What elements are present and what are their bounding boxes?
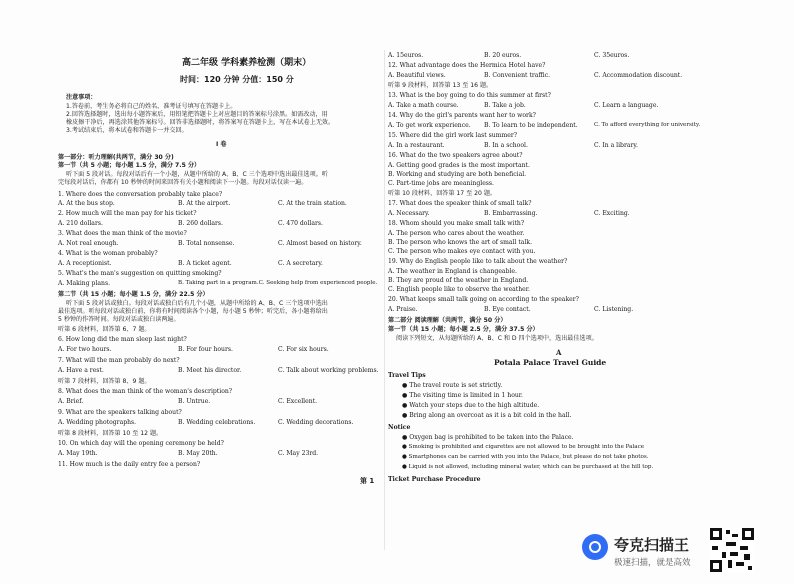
option-14b: B. To learn to be independent. xyxy=(484,122,578,129)
option-15a: A. In a restaurant. xyxy=(388,142,445,149)
option-6c: C. For six hours. xyxy=(278,346,329,353)
option-11b: B. 20 euros. xyxy=(484,52,522,59)
option-20b: B. Eye contact. xyxy=(484,306,531,313)
page-number: 第 1 xyxy=(360,477,375,485)
option-16a: A. Getting good grades is the most important. xyxy=(388,162,530,169)
option-8a: A. Brief. xyxy=(58,398,84,405)
option-18a: A. The person who cares about the weather. xyxy=(388,230,525,237)
notice-item-3: 3.考试结束后，将本试卷和答题卡一并交回。 xyxy=(66,127,188,134)
notice-3: ● Smartphones can be carried with you into the Palace, but please do not take photos. xyxy=(402,454,649,460)
option-12a: A. Beautiful views. xyxy=(388,72,446,79)
notice-heading: 注意事项： xyxy=(66,94,97,101)
option-5a: A. Making plans. xyxy=(58,280,111,287)
option-6b: B. For four hours. xyxy=(178,346,233,353)
option-3c: C. Almost based on history. xyxy=(278,240,362,247)
question-11: 11. How much is the daily entry fee a person? xyxy=(58,461,201,468)
volume-label: I 卷 xyxy=(216,141,227,148)
exam-time-score: 时间：120 分钟 分值：150 分 xyxy=(180,75,294,84)
option-7a: A. Have a rest. xyxy=(58,367,104,374)
option-17b: B. Embarrassing. xyxy=(484,210,538,217)
option-13a: A. Take a math course. xyxy=(388,102,459,109)
question-7: 7. What will the man probably do next? xyxy=(58,357,180,364)
option-15b: B. In a school. xyxy=(484,142,528,149)
option-14c: C. To afford everything for university. xyxy=(594,122,701,128)
option-6a: A. For two hours. xyxy=(58,346,112,353)
option-18b: B. The person who knows the art of small talk. xyxy=(388,239,533,246)
section2-directions-1: 听下面 5 段对话或独白。每段对话或独白后有几个小题，从题中所给的 A、B、C 三个选项中选出 xyxy=(66,300,328,307)
question-3: 3. What does the man think of the movie? xyxy=(58,230,187,237)
option-11c: C. 35euros. xyxy=(594,52,630,59)
option-9c: C. Wedding decorations. xyxy=(278,419,354,426)
tip-2: ● The visiting time is limited in 1 hour. xyxy=(402,392,523,399)
question-12: 12. What advantage does the Hermica Hotel have? xyxy=(388,62,546,69)
option-17c: C. Exciting. xyxy=(594,210,630,217)
option-3a: A. Not real enough. xyxy=(58,240,119,247)
part2-section1-heading: 第一节（共 15 小题；每小题 2.5 分，满分 37.5 分） xyxy=(388,326,539,333)
option-20a: A. Praise. xyxy=(388,306,418,313)
option-15c: C. In a library. xyxy=(594,142,638,149)
question-10: 10. On which day will the opening ceremony be held? xyxy=(58,440,224,447)
question-16: 16. What do the two speakers agree about? xyxy=(388,152,523,159)
section2-heading: 第二节（共 15 小题；每小题 1.5 分，满分 22.5 分） xyxy=(58,291,209,298)
material-7: 听第 7 段材料，回答第 8、9 题。 xyxy=(58,378,151,385)
option-18c: C. The person who makes eye contact with you. xyxy=(388,248,536,255)
option-9a: A. Wedding photographs. xyxy=(58,419,137,426)
question-20: 20. What keeps small talk going on according to the speaker? xyxy=(388,296,579,303)
option-1a: A. At the bus stop. xyxy=(58,200,115,207)
passage-letter: A xyxy=(556,348,562,357)
question-8: 8. What does the man think of the woman's description? xyxy=(58,388,233,395)
part1-heading: 第一部分：听力理解(共两节，满分 30 分) xyxy=(58,154,174,161)
section1-heading: 第一节（共 5 小题；每小题 1.5 分，满分 7.5 分） xyxy=(58,162,201,169)
travel-tips-heading: Travel Tips xyxy=(388,372,426,379)
notice-item-2a: 2.回答选择题时，选出每小题答案后，用铅笔把答题卡上对应题目的答案标号涂黑。如需改动，用 xyxy=(66,111,328,118)
notice-item-1: 1.答卷前，考生务必将自己的姓名、准考证号填写在答题卡上。 xyxy=(66,103,237,110)
tip-1: ● The travel route is set strictly. xyxy=(402,382,503,389)
option-19a: A. The weather in England is changeable. xyxy=(388,268,517,275)
option-2c: C. 470 dollars. xyxy=(278,220,323,227)
section1-directions-2: 完每段对话后，你都有 10 秒钟的时间来回答有关小题和阅读下一小题。每段对话仅读一遍。 xyxy=(58,179,308,186)
question-19: 19. Why do English people like to talk about the weather? xyxy=(388,258,568,265)
section1-directions-1: 听下面 5 段对话。每段对话后有一个小题，从题中所给的 A、B、C 三个选项中选出最佳选项。听 xyxy=(66,171,328,178)
question-1: 1. Where does the conversation probably take place? xyxy=(58,191,223,198)
material-8: 听第 8 段材料，回答第 10 至 12 题。 xyxy=(58,430,163,437)
scanner-tagline: 极速扫描，就是高效 xyxy=(614,558,691,568)
notice-1: ● Oxygen bag is prohibited to be taken into the Palace. xyxy=(402,434,574,441)
notice-heading-en: Notice xyxy=(388,424,411,431)
option-4a: A. A receptionist. xyxy=(58,260,112,267)
tip-3: ● Watch your steps due to the high altitude. xyxy=(402,402,540,409)
qr-code-icon xyxy=(710,528,754,572)
option-4c: C. A secretary. xyxy=(278,260,323,267)
tip-4: ● Bring along an overcoat as it is a bit cold in the hall. xyxy=(402,412,572,419)
option-8b: B. Untrue. xyxy=(178,398,211,405)
scanner-watermark xyxy=(582,528,702,574)
option-4b: B. A ticket agent. xyxy=(178,260,232,267)
option-10c: C. May 23rd. xyxy=(278,450,319,457)
option-19b: B. They are proud of the weather in England. xyxy=(388,277,529,284)
question-6: 6. How long did the man sleep last night? xyxy=(58,336,187,343)
option-2a: A. 210 dollars. xyxy=(58,220,103,227)
option-1c: C. At the train station. xyxy=(278,200,347,207)
option-14a: A. To get work experience. xyxy=(388,122,471,129)
question-5: 5. What's the man's suggestion on quitting smoking? xyxy=(58,270,222,277)
material-6: 听第 6 段材料，回答第 6、7 题。 xyxy=(58,326,151,333)
material-9: 听第 9 段材料，回答第 13 至 16 题。 xyxy=(388,82,493,89)
option-13c: C. Learn a language. xyxy=(594,102,659,109)
question-17: 17. What does the speaker think of small talk? xyxy=(388,200,532,207)
option-7c: C. Talk about working problems. xyxy=(278,367,379,374)
question-18: 18. Whom should you make small talk with? xyxy=(388,220,525,227)
notice-4: ● Liquid is not allowed, including mineral water, which can be purchased at the hill top. xyxy=(402,464,654,470)
question-15: 15. Where did the girl work last summer? xyxy=(388,132,518,139)
scanner-app-name: 夸克扫描王 xyxy=(614,536,690,554)
option-7b: B. Meet his director. xyxy=(178,367,242,374)
option-19c: C. English people like to observe the weather. xyxy=(388,286,530,293)
question-13: 13. What is the boy going to do this summer at first? xyxy=(388,92,551,99)
option-3b: B. Total nonsense. xyxy=(178,240,235,247)
material-10: 听第 10 段材料，回答第 17 至 20 题。 xyxy=(388,190,497,197)
part2-directions: 阅读下列短文，从每题所给的 A、B、C 和 D 四个选项中，选出最佳选项。 xyxy=(396,335,598,342)
ticket-procedure-heading: Ticket Purchase Procedure xyxy=(388,476,481,483)
question-2: 2. How much will the man pay for his ticket? xyxy=(58,210,197,217)
question-4: 4. What is the woman probably? xyxy=(58,250,158,257)
option-10b: B. May 20th. xyxy=(178,450,218,457)
notice-item-2b: 橡皮擦干净后，再选涂其他答案标号。回答非选择题时，将答案写在答题卡上，写在本试卷上无效。 xyxy=(66,119,335,126)
option-8c: C. Excellent. xyxy=(278,398,318,405)
question-14: 14. Why do the girl's parents want her to work? xyxy=(388,112,536,119)
column-divider xyxy=(384,50,385,550)
section2-directions-3: 5 秒钟的作答时间。每段对话或独白读两遍。 xyxy=(58,316,180,323)
scanner-logo-icon xyxy=(582,534,608,560)
option-13b: B. Take a job. xyxy=(484,102,526,109)
option-17a: A. Necessary. xyxy=(388,210,430,217)
option-11a: A. 15euros. xyxy=(388,52,424,59)
option-2b: B. 260 dollars. xyxy=(178,220,223,227)
option-20c: C. Listening. xyxy=(594,306,634,313)
question-9: 9. What are the speakers talking about? xyxy=(58,409,182,416)
option-1b: B. At the airport. xyxy=(178,200,231,207)
passage-title: Potala Palace Travel Guide xyxy=(494,358,607,367)
option-9b: B. Wedding celebrations. xyxy=(178,419,256,426)
exam-title: 高二年级 学科素养检测（期末） xyxy=(182,58,312,68)
option-12b: B. Convenient traffic. xyxy=(484,72,551,79)
option-16c: C. Part-time jobs are meaningless. xyxy=(388,180,494,187)
option-5b-5c: B. Taking part in a program.C. Seeking help from experienced people. xyxy=(178,280,378,286)
notice-2: ● Smoking is prohibited and cigarettes are not allowed to be brought into the Palace xyxy=(402,444,645,450)
option-12c: C. Accommodation discount. xyxy=(594,72,683,79)
part2-heading: 第二部分 阅读理解（共两节，满分 50 分） xyxy=(388,317,507,324)
option-16b: B. Working and studying are both beneficial. xyxy=(388,171,527,178)
section2-directions-2: 最佳选项。听每段对话或独白前，你将有时间阅读各个小题，每小题 5 秒钟；听完后，各小题将给出 xyxy=(58,308,328,315)
option-10a: A. May 19th. xyxy=(58,450,98,457)
